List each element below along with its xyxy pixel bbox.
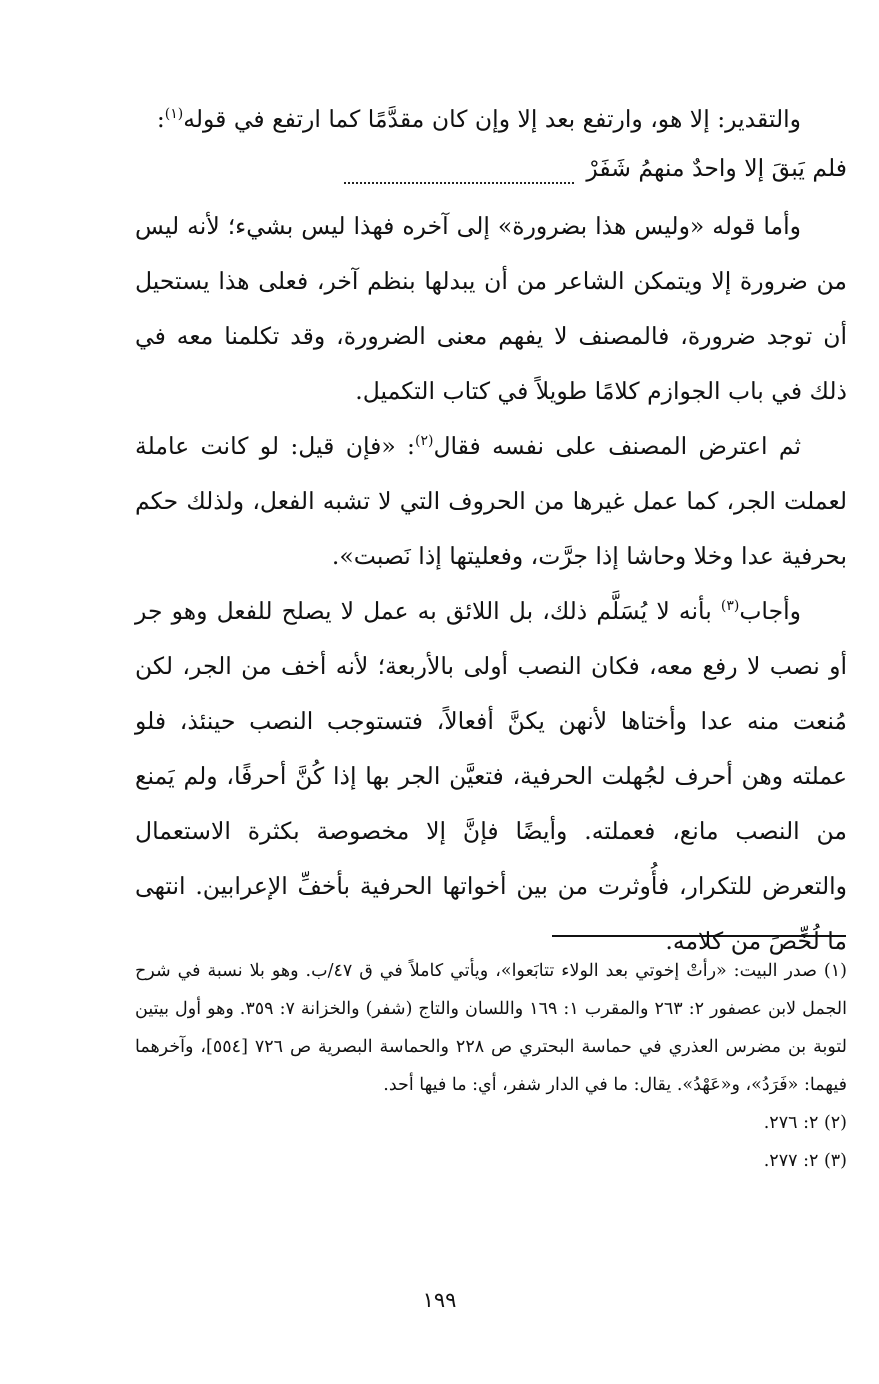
paragraph-objection xyxy=(135,419,847,584)
footnotes xyxy=(135,952,847,1180)
verse-line xyxy=(135,143,847,193)
main-text xyxy=(135,92,847,969)
answer-text-a: وأجاب xyxy=(739,597,801,625)
intro-line: والتقدير: إلا هو، وارتفع بعد إلا وإن كان مقدَّمًا كما ارتفع في قوله xyxy=(183,105,801,133)
paragraph-answer xyxy=(135,584,847,969)
objection-text-b: : «فإن قيل: لو كانت عاملة لعملت الجر، كما عمل غيرها من الحروف التي لا تشبه الفعل، ولذلك حكم بحرفية عدا وخلا وحاشا إذا جرَّت، وفعليتها إذا نَصبت». xyxy=(135,432,847,570)
footnote-3: (٣) ٢: ٢٧٧. xyxy=(763,1151,847,1171)
objection-text-a: ثم اعترض المصنف على نفسه فقال xyxy=(433,432,802,460)
footnote-ref-2[interactable]: (٢) xyxy=(414,433,434,450)
intro-paragraph xyxy=(135,92,847,147)
footnote-ref-1[interactable]: (١) xyxy=(164,106,184,123)
intro-colon: : xyxy=(156,105,165,133)
answer-text-b: بأنه لا يُسَلَّم ذلك، بل اللائق به عمل لا يصلح للفعل وهو جر أو نصب لا رفع معه، فكان النصب أولى بالأربعة؛ لأنه أخف من الجر، لكن مُنعت منه عدا وأختاها لأنهن يكنَّ أفعالاً، فتستوجب النصب حينئذ، فلو عملته وهن أحرف لجُهلت الحرفية، فتعيَّن الجر بها إذا كُنَّ أحرفًا، ولم يَمنع من النصب مانع، فعملته. وأيضًا فإنَّ إلا مخصوصة بكثرة الاستعمال والتعرض للتكرار، فأُوثرت من بين أخواتها الحرفية بأخفِّ الإعرابين. انتهى ما لُخِّصَ من كلامه. xyxy=(135,597,847,955)
footnote-2: (٢) ٢: ٢٧٦. xyxy=(763,1113,847,1133)
footnote-divider xyxy=(552,935,846,937)
verse-ellipsis-dots xyxy=(344,182,574,184)
verse-hemistich: فلم يَبقَ إلا واحدٌ منهمُ شَفَرْ xyxy=(586,154,847,182)
page-number: ١٩٩ xyxy=(422,1288,457,1312)
paragraph-darura: وأما قوله «وليس هذا بضرورة» إلى آخره فهذا ليس بشيء؛ لأنه ليس من ضرورة إلا ويتمكن الشاعر من أن يبدلها بنظم آخر، فعلى هذا يستحيل أن توجد ضرورة، فالمصنف لا يفهم معنى الضرورة، وقد تكلمنا معه في ذلك في باب الجوازم كلامًا طويلاً في كتاب التكميل. xyxy=(135,212,847,405)
footnote-ref-3[interactable]: (٣) xyxy=(720,598,740,615)
footnote-1: (١) صدر البيت: «رأتْ إخوتي بعد الولاء تتابَعوا»، ويأتي كاملاً في ق ٤٧/ب. وهو بلا نسبة في شرح الجمل لابن عصفور ٢: ٢٦٣ والمقرب ١: ١٦٩ واللسان والتاج (شفر) والخزانة ٧: ٣٥٩. وهو أول بيتين لتوبة بن مضرس العذري في حماسة البحتري ص ٢٢٨ والحماسة البصرية ص ٧٢٦ [٥٥٤]، وآخرهما فيهما: «فَرَدُ»، و«عَهْدُ». يقال: ما في الدار شفر، أي: ما فيها أحد. xyxy=(135,961,848,1095)
